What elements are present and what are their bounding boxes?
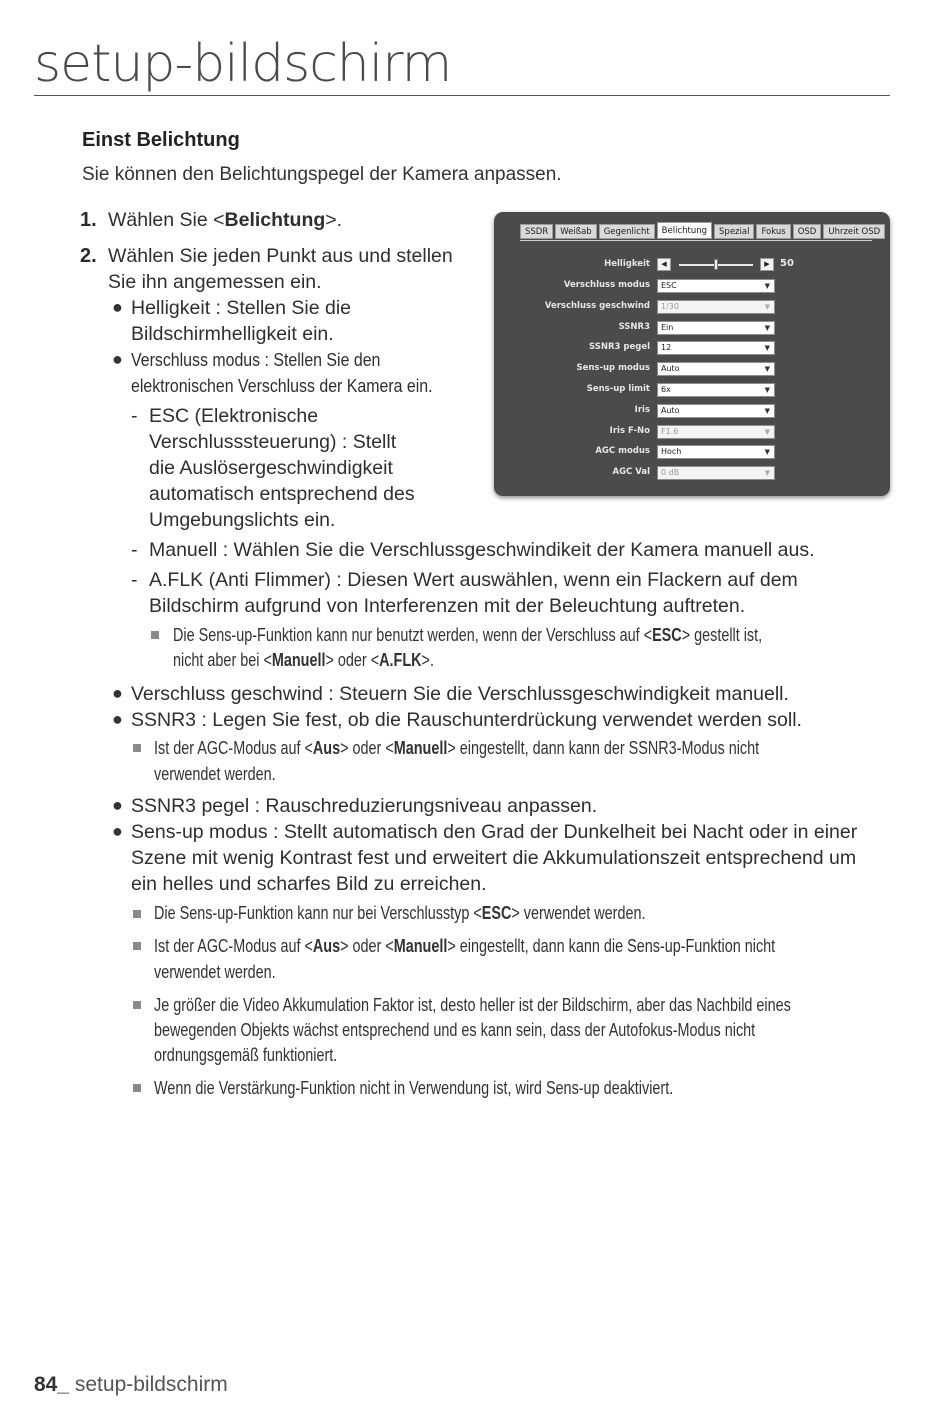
item-aflk-line-1: A.FLK (Anti Flimmer) : Diesen Wert auswählen, wenn ein Flackern auf dem (149, 569, 798, 591)
brightness-label: Helligkeit (604, 259, 650, 269)
item-helligkeit-line-2: Bildschirmhelligkeit ein. (131, 323, 334, 345)
page-title: setup-bildschirm (34, 34, 452, 94)
step-2-line-1: Wählen Sie jeden Punkt aus und stellen (108, 245, 453, 267)
item-helligkeit-line-1: Helligkeit : Stellen Sie die (131, 297, 352, 319)
chevron-down-icon: ▼ (764, 469, 770, 478)
intro-text: Sie können den Belichtungspegel der Kamera anpassen. (82, 164, 562, 185)
tab-weißab[interactable]: Weißab (555, 224, 596, 239)
setting-dropdown[interactable] (657, 404, 775, 418)
tab-osd[interactable]: OSD (793, 224, 822, 239)
chevron-down-icon: ▼ (764, 302, 770, 311)
item-esc-line-1: ESC (Elektronische (149, 405, 319, 427)
dash-marker: - (131, 405, 138, 427)
setting-label: AGC Val (612, 467, 650, 478)
step-1-text: Wählen Sie <Belichtung>. (108, 209, 343, 231)
bullet-icon: ● (112, 297, 123, 317)
chevron-down-icon: ▼ (764, 448, 770, 457)
setting-dropdown (657, 300, 775, 314)
dash-marker: - (131, 539, 138, 561)
setting-label: Verschluss geschwind (544, 300, 650, 311)
slider-left-arrow-icon[interactable]: ◀ (657, 258, 671, 271)
tab-ssdr[interactable]: SSDR (520, 224, 553, 239)
note-5-line-1: Je größer die Video Akkumulation Faktor ist, desto heller ist der Bildschirm, aber das Nachbild eines (154, 995, 791, 1015)
note-6: Wenn die Verstärkung-Funktion nicht in Verwendung ist, wird Sens-up deaktiviert. (154, 1078, 674, 1098)
item-manuell: Manuell : Wählen Sie die Verschlussgeschwindikeit der Kamera manuell aus. (149, 539, 815, 561)
chevron-down-icon: ▼ (764, 323, 770, 332)
item-ssnr3-pegel: SSNR3 pegel : Rauschreduzierungsniveau anpassen. (131, 795, 598, 817)
setting-dropdown (657, 466, 775, 480)
setting-label: SSNR3 (618, 321, 650, 332)
setting-dropdown[interactable] (657, 362, 775, 376)
slider-right-arrow-icon[interactable]: ▶ (760, 258, 774, 271)
tab-belichtung[interactable]: Belichtung (657, 222, 712, 239)
setting-value: F1.6 (661, 426, 679, 436)
exposure-settings-panel (494, 212, 890, 496)
bullet-icon: ● (112, 821, 123, 841)
setting-label: SSNR3 pegel (588, 342, 650, 353)
setting-dropdown[interactable] (657, 321, 775, 335)
chevron-down-icon: ▼ (764, 427, 770, 436)
setting-dropdown[interactable] (657, 341, 775, 355)
item-sensup-line-1: Sens-up modus : Stellt automatisch den Grad der Dunkelheit bei Nacht oder in einer (131, 821, 858, 843)
item-verschluss-line-2: elektronischen Verschluss der Kamera ein. (131, 375, 433, 396)
bullet-icon: ● (112, 349, 123, 369)
tab-gegenlicht[interactable]: Gegenlicht (599, 224, 655, 239)
setting-label: Verschluss modus (563, 280, 650, 290)
setting-dropdown[interactable] (657, 445, 775, 459)
page-number: 84_ (34, 1373, 70, 1396)
title-divider (34, 95, 890, 96)
tab-fokus[interactable]: Fokus (756, 224, 790, 239)
brightness-slider-thumb[interactable] (714, 259, 718, 270)
step-2-number: 2. (80, 245, 97, 267)
chevron-down-icon: ▼ (764, 406, 770, 415)
brightness-value: 50 (780, 258, 794, 269)
item-sensup-line-3: ein helles und scharfes Bild zu erreichen. (131, 873, 487, 895)
item-ssnr3: SSNR3 : Legen Sie fest, ob die Rauschunterdrückung verwendet werden soll. (131, 709, 802, 731)
setting-value: Ein (661, 322, 674, 332)
note-5-line-3: ordnungsgemäß funktioniert. (154, 1045, 338, 1065)
item-aflk-line-2: Bildschirm aufgrund von Interferenzen mit der Beleuchtung auftreten. (149, 595, 746, 617)
bullet-icon: ● (112, 683, 123, 703)
chevron-down-icon: ▼ (764, 282, 770, 290)
step-1-number: 1. (80, 209, 97, 231)
note-icon (151, 631, 159, 639)
item-sensup-line-2: Szene mit wenig Kontrast fest und erweitert die Akkumulationszeit entsprechend um (131, 847, 857, 869)
tab-uhrzeit-osd[interactable]: Uhrzeit OSD (823, 224, 885, 239)
bullet-icon: ● (112, 795, 123, 815)
note-icon (133, 1084, 141, 1092)
setting-dropdown[interactable] (657, 279, 775, 293)
section-heading: Einst Belichtung (82, 129, 240, 151)
note-2-line-2: verwendet werden. (154, 764, 276, 784)
note-3: Die Sens-up-Funktion kann nur bei Verschlusstyp <ESC> verwendet werden. (154, 903, 646, 923)
item-esc-line-2: Verschlusssteuerung) : Stellt (149, 431, 397, 453)
setting-label: Iris F-No (609, 425, 650, 436)
setting-value: 0 dB (661, 468, 680, 478)
chevron-down-icon: ▼ (764, 386, 770, 394)
note-4-line-1: Ist der AGC-Modus auf <Aus> oder <Manuell> eingestellt, dann kann die Sens-up-Funktion nicht (154, 936, 776, 956)
setting-dropdown[interactable] (657, 383, 775, 397)
item-esc-line-4: automatisch entsprechend des (149, 483, 415, 505)
note-icon (133, 1001, 141, 1009)
note-1-line-2: nicht aber bei <Manuell> oder <A.FLK>. (173, 650, 434, 670)
setting-value: Auto (661, 405, 680, 415)
setting-value: Auto (661, 364, 680, 374)
setting-value: 1/30 (661, 301, 679, 311)
setting-label: Sens-up limit (586, 384, 650, 394)
setting-value: 6x (661, 385, 671, 394)
setting-value: 12 (661, 343, 672, 353)
note-4-line-2: verwendet werden. (154, 962, 276, 982)
tab-spezial[interactable]: Spezial (714, 224, 754, 239)
note-1-line-1: Die Sens-up-Funktion kann nur benutzt werden, wenn der Verschluss auf <ESC> gestellt ist, (173, 625, 763, 645)
tab-divider (520, 240, 872, 241)
setting-dropdown (657, 425, 775, 439)
chevron-down-icon: ▼ (764, 344, 770, 353)
note-2-line-1: Ist der AGC-Modus auf <Aus> oder <Manuell> eingestellt, dann kann der SSNR3-Modus nicht (154, 738, 760, 758)
page-footer (34, 1373, 228, 1397)
note-icon (133, 744, 141, 752)
bullet-icon: ● (112, 709, 123, 729)
setting-label: Sens-up modus (576, 363, 650, 374)
note-icon (133, 910, 141, 918)
note-5-line-2: bewegenden Objekts wächst entsprechend und es kann sein, dass der Autofokus-Modus nicht (154, 1020, 756, 1040)
settings-tab-bar (520, 224, 887, 240)
item-esc-line-5: Umgebungslichts ein. (149, 509, 336, 531)
setting-value: Hoch (661, 447, 682, 457)
step-2-line-2: Sie ihn angemessen ein. (108, 271, 322, 293)
footer-label: setup-bildschirm (69, 1373, 228, 1396)
item-geschwind: Verschluss geschwind : Steuern Sie die Verschlussgeschwindigkeit manuell. (131, 683, 789, 705)
setting-label: AGC modus (595, 446, 650, 457)
chevron-down-icon: ▼ (764, 365, 770, 374)
note-icon (133, 942, 141, 950)
item-esc-line-3: die Auslösergeschwindigkeit (149, 457, 393, 479)
dash-marker: - (131, 569, 138, 591)
item-verschluss-line-1: Verschluss modus : Stellen Sie den (131, 349, 381, 370)
setting-value: ESC (661, 281, 677, 290)
setting-label: Iris (634, 404, 650, 415)
